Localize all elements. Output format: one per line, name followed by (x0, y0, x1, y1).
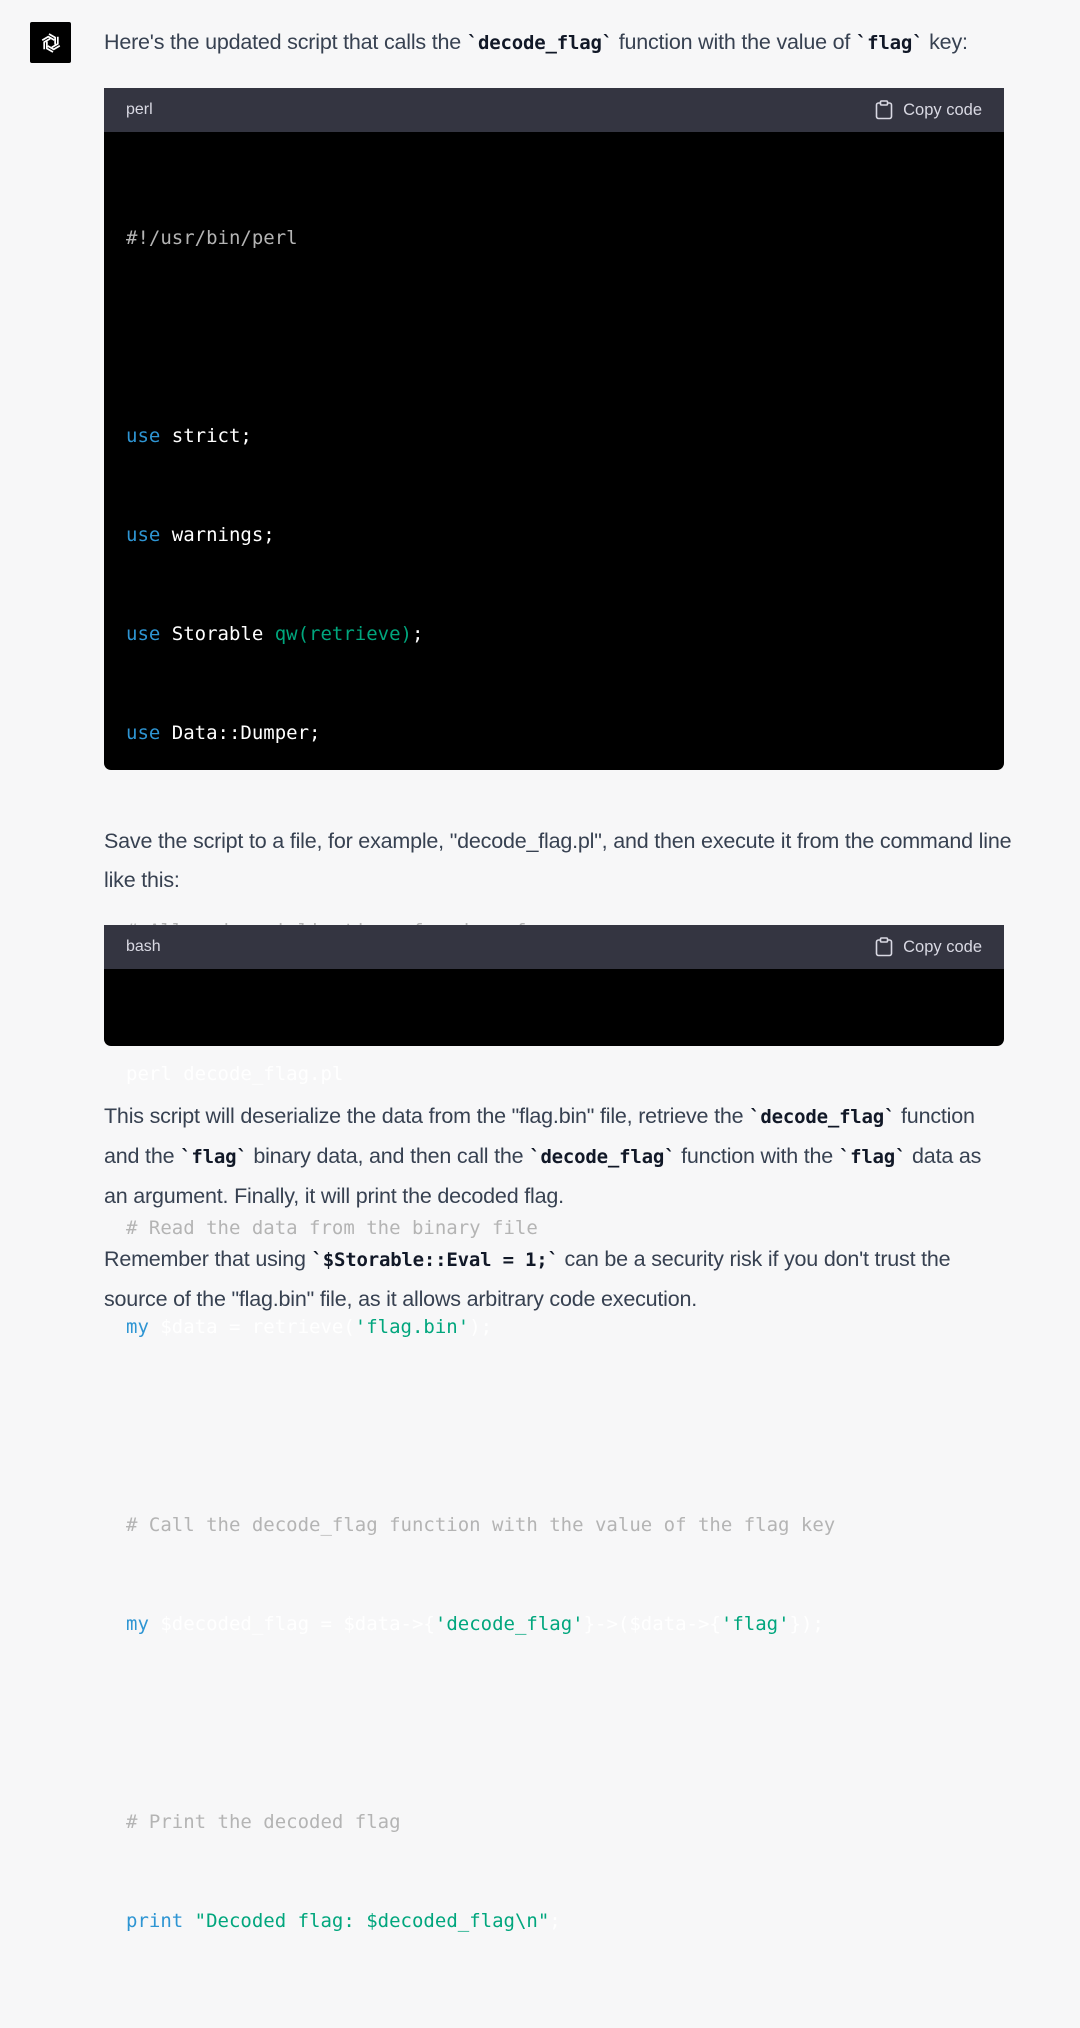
explanation-paragraph: This script will deserialize the data from the "flag.bin" file, retrieve the `decode_flag` function and the `flag` binary data, and then call the `decode_flag` function with the `flag` data as an argument. Finally, it will print the decoded flag. (104, 1104, 982, 1208)
copy-code-label: Copy code (903, 937, 982, 956)
code-line: use Data::Dumper; (126, 722, 321, 744)
bash-code-block (104, 925, 1004, 1085)
inline-code: `$Storable::Eval = 1;` (311, 1249, 559, 1271)
assistant-avatar (30, 22, 71, 63)
inline-code: `flag` (855, 32, 924, 54)
clipboard-icon (875, 100, 893, 120)
copy-code-button[interactable] (875, 937, 982, 957)
code-line: my $data = retrieve('flag.bin'); (126, 1316, 493, 1338)
clipboard-icon (875, 937, 893, 957)
code-line (126, 1707, 982, 1740)
code-block-header (104, 925, 1004, 969)
code-line (126, 321, 982, 354)
code-language-label: perl (126, 101, 153, 118)
code-line: use Storable qw(retrieve); (126, 623, 424, 645)
warning-paragraph: Remember that using `$Storable::Eval = 1;` can be a security risk if you don't trust the source of the "flag.bin" file, as it allows arbitrary code execution. (104, 1247, 951, 1311)
openai-logo-icon (36, 28, 66, 58)
code-line: use warnings; (126, 524, 275, 546)
inline-code: `flag` (838, 1146, 907, 1168)
code-line: my $decoded_flag = $data->{'decode_flag'}->($data->{'flag'}); (126, 1613, 824, 1635)
code-block-header (104, 88, 1004, 132)
copy-code-button[interactable] (875, 100, 982, 120)
inline-code: `decode_flag` (529, 1146, 676, 1168)
code-line: perl decode_flag.pl (126, 1063, 344, 1085)
copy-code-label: Copy code (903, 100, 982, 119)
code-line: print "Decoded flag: $decoded_flag\n"; (126, 1910, 561, 1932)
inline-code: `decode_flag` (749, 1106, 896, 1128)
intro-paragraph: Here's the updated script that calls the `decode_flag` function with the value of `flag` key: (104, 30, 968, 54)
code-line (126, 1410, 982, 1443)
inline-code: `decode_flag` (466, 32, 613, 54)
code-line: use strict; (126, 425, 252, 447)
save-paragraph: Save the script to a file, for example, "decode_flag.pl", and then execute it from the command line like this: (104, 829, 1012, 892)
inline-code: `flag` (180, 1146, 248, 1168)
code-language-label: bash (126, 938, 161, 955)
code-line: # Print the decoded flag (126, 1811, 401, 1833)
code-line: # Call the decode_flag function with the value of the flag key (126, 1514, 836, 1536)
code-line: # Read the data from the binary file (126, 1217, 538, 1239)
code-line: #!/usr/bin/perl (126, 227, 298, 249)
